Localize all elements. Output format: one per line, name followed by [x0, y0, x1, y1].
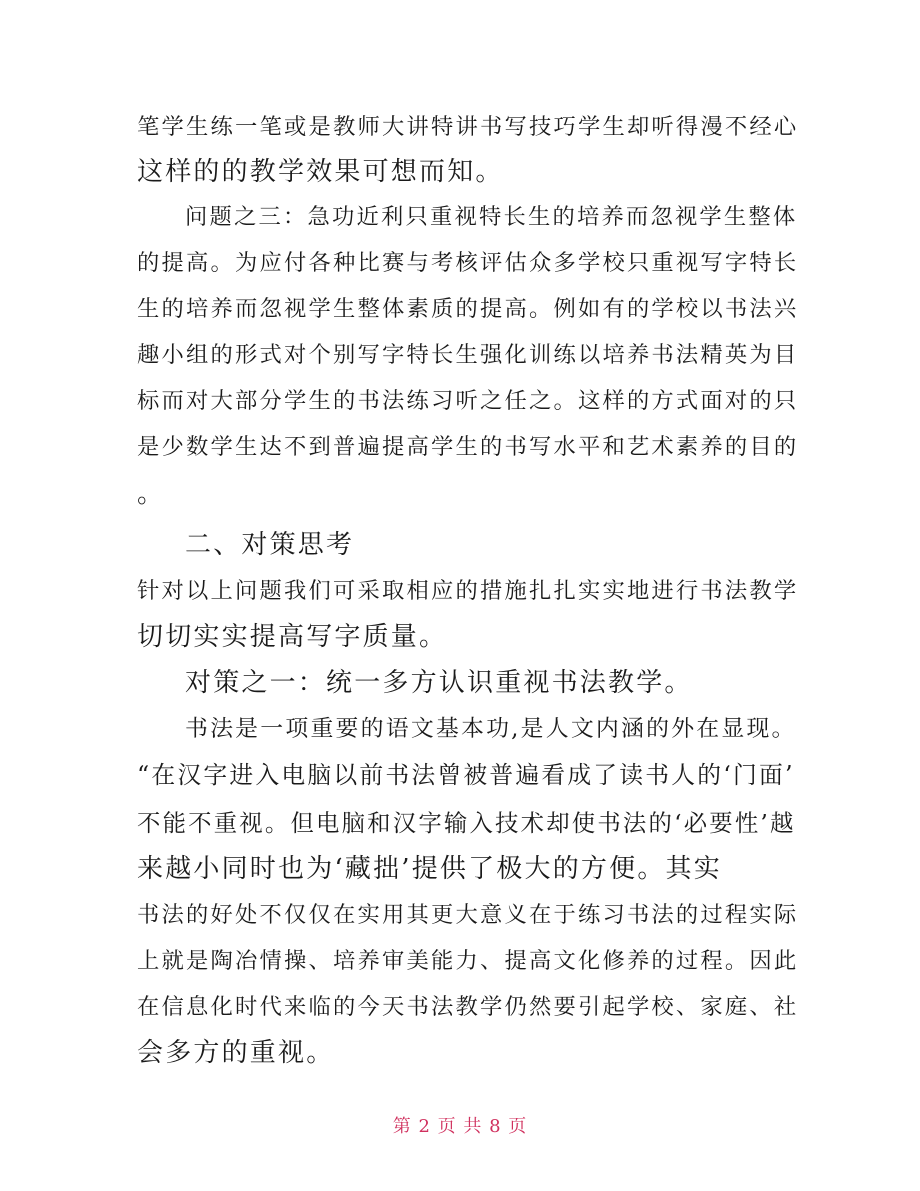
text-line: 在信息化时代来临的今天书法教学仍然要引起学校、家庭、社 [137, 994, 799, 1020]
text-line: 切切实实提高写字质量。 [137, 622, 448, 652]
text-line: 对策之一：统一多方认识重视书法教学。 [185, 668, 693, 698]
text-line: 书法的好处不仅仅在实用其更大意义在于练习书法的过程实际 [137, 902, 799, 928]
text-line: “在汉字进入电脑以前书法曾被普遍看成了读书人的‘门面’ [137, 761, 795, 789]
text-line: 不能不重视。但电脑和汉字输入技术却使书法的‘必要性’越 [137, 809, 796, 837]
text-line: 生的培养而忽视学生整体素质的提高。例如有的学校以书法兴 [137, 296, 799, 322]
text-line: 针对以上问题我们可采取相应的措施扎扎实实地进行书法教学 [137, 578, 799, 604]
text-line: 笔学生练一笔或是教师大讲特讲书写技巧学生却听得漫不经心 [137, 114, 799, 140]
text-line: 标而对大部分学生的书法练习听之任之。这样的方式面对的只 [137, 388, 799, 414]
page-number-footer: 第 2 页 共 8 页 [392, 1116, 528, 1137]
text-line: 上就是陶冶情操、培养审美能力、提高文化修养的过程。因此 [137, 948, 799, 974]
text-line: 这样的的教学效果可想而知。 [137, 157, 504, 187]
text-line: 是少数学生达不到普遍提高学生的书写水平和艺术素养的目的 [137, 434, 799, 460]
section-heading: 二、对策思考 [185, 530, 355, 560]
text-line: 来越小同时也为‘藏拙’提供了极大的方便。其实 [137, 854, 722, 884]
text-line: 趣小组的形式对个别写字特长生强化训练以培养书法精英为目 [137, 342, 799, 368]
text-line: 书法是一项重要的语文基本功,是人文内涵的外在显现。 [185, 716, 797, 742]
text-line: 会多方的重视。 [137, 1038, 335, 1068]
text-line: 。 [137, 479, 166, 509]
text-line: 问题之三：急功近利只重视特长生的培养而忽视学生整体 [185, 204, 798, 230]
text-line: 的提高。为应付各种比赛与考核评估众多学校只重视写字特长 [137, 250, 799, 276]
